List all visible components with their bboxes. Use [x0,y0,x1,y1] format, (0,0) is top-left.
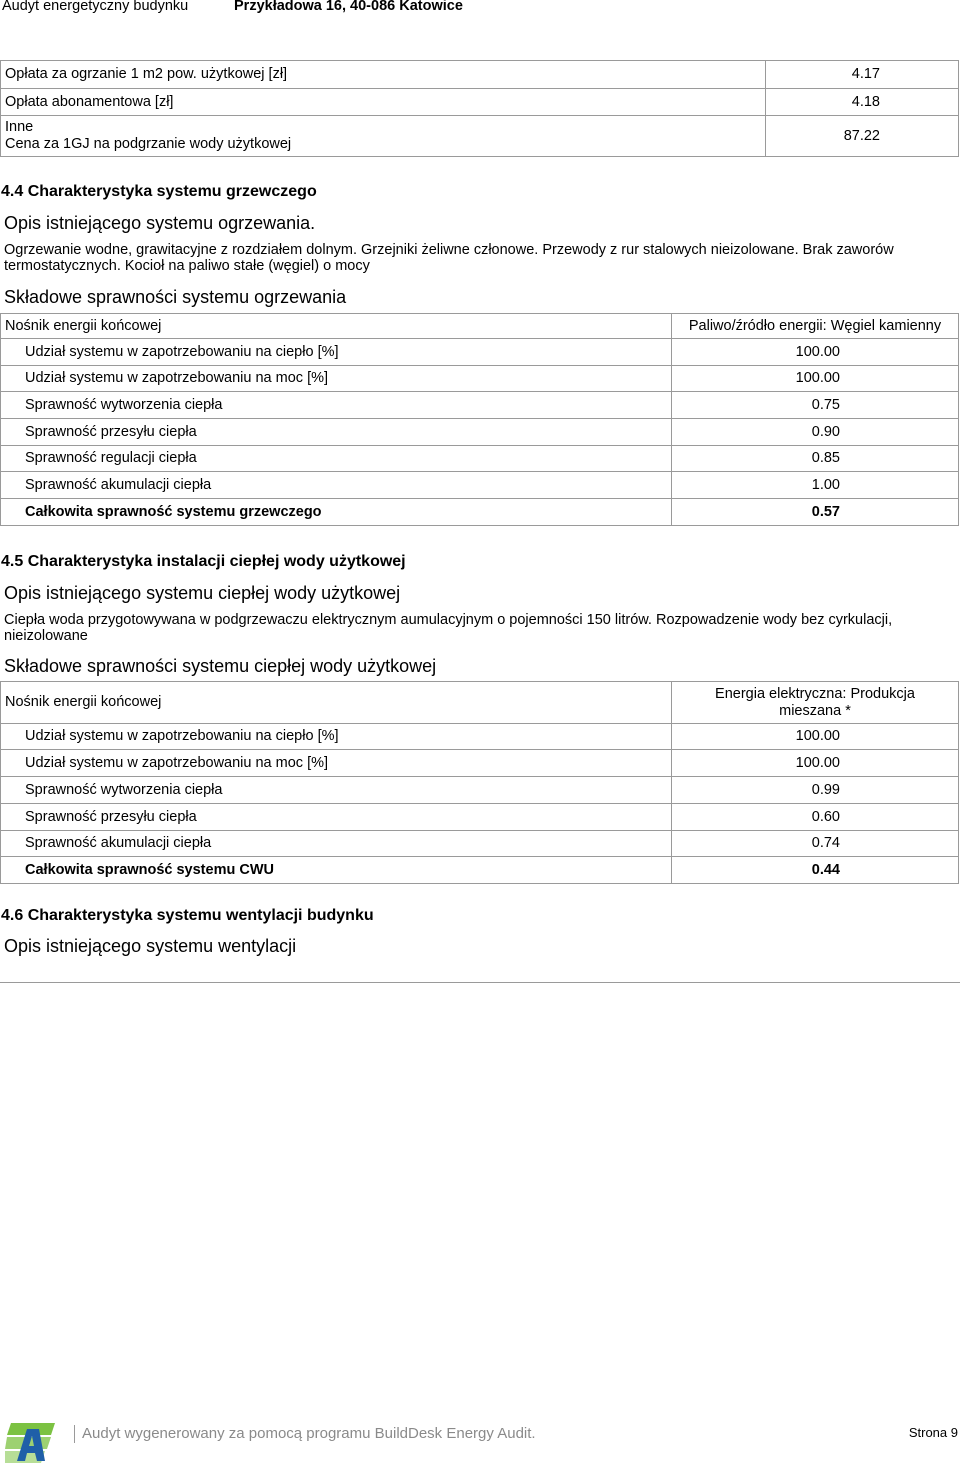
row-label: Sprawność przesyłu ciepła [1,804,672,831]
section-heading-ventilation: 4.6 Charakterystyka systemu wentylacji budynku [1,907,374,924]
total-value: 0.57 [672,499,959,526]
ventilation-description-heading: Opis istniejącego systemu wentylacji [4,936,297,956]
row-value: 100.00 [672,366,959,392]
fee-label [1,116,766,157]
heating-description: Ogrzewanie wodne, grawitacyjne z rozdziałem dolnym. Grzejniki żeliwne członowe. Przewody z rur stalowych nieizolowane. Brak zaworów termostatycznych. Kocioł na paliwo stałe (węgiel) o mocy [4,242,894,274]
table-row [1,392,959,419]
table-row [1,682,959,724]
row-value: 0.74 [672,831,959,857]
carrier-value [672,682,959,724]
row-label: Udział systemu w zapotrzebowaniu na moc [%] [1,366,672,392]
fee-value: 4.17 [766,61,959,89]
row-value: 100.00 [672,750,959,777]
carrier-value-line: Energia elektryczna: Produkcja [715,685,915,702]
table-row [1,857,959,884]
dhw-description-heading: Opis istniejącego systemu ciepłej wody użytkowej [4,583,401,603]
table-row [1,366,959,392]
dhw-components-heading: Składowe sprawności systemu ciepłej wody użytkowej [4,656,437,676]
section-heading-dhw: 4.5 Charakterystyka instalacji ciepłej wody użytkowej [1,553,406,570]
carrier-value-line: mieszana * [779,702,851,719]
table-row [1,472,959,499]
footer-text: Audyt wygenerowany za pomocą programu BuildDesk Energy Audit. [82,1425,536,1442]
fee-label: Opłata abonamentowa [zł] [1,89,766,116]
builddesk-logo-icon [5,1421,55,1463]
table-row [1,499,959,526]
heating-efficiency-table [0,313,959,526]
row-value: 0.60 [672,804,959,831]
divider [0,982,960,983]
fee-value: 4.18 [766,89,959,116]
row-label: Udział systemu w zapotrzebowaniu na ciepło [%] [1,724,672,750]
dhw-efficiency-table [0,681,959,884]
footer-separator [74,1425,75,1443]
fee-value: 87.22 [766,116,959,157]
fees-table [0,60,959,157]
row-value: 0.85 [672,446,959,472]
fee-label-line: Cena za 1GJ na podgrzanie wody użytkowej [5,136,292,152]
document-address: Przykładowa 16, 40-086 Katowice [234,0,463,14]
row-label: Sprawność wytworzenia ciepła [1,392,672,419]
row-value: 100.00 [672,339,959,366]
total-label: Całkowita sprawność systemu CWU [1,857,672,884]
row-label: Sprawność regulacji ciepła [1,446,672,472]
total-value: 0.44 [672,857,959,884]
page-header [0,0,960,20]
row-value: 1.00 [672,472,959,499]
table-row [1,419,959,446]
dhw-description: Ciepła woda przygotowywana w podgrzewaczu elektrycznym aumulacyjnym o pojemności 150 litrów. Rozpowadzenie wody bez cyrkulacji, nieizolowane [4,612,893,644]
table-row [1,777,959,804]
table-row [1,116,959,157]
table-row [1,339,959,366]
page-number: Strona 9 [908,1425,958,1440]
row-label: Udział systemu w zapotrzebowaniu na moc [%] [1,750,672,777]
heating-description-heading: Opis istniejącego systemu ogrzewania. [4,213,316,233]
row-label: Sprawność przesyłu ciepła [1,419,672,446]
table-row [1,804,959,831]
row-label: Sprawność akumulacji ciepła [1,472,672,499]
row-value: 0.90 [672,419,959,446]
fee-label-line: Inne [5,119,34,135]
heating-components-heading: Składowe sprawności systemu ogrzewania [4,287,347,307]
row-value: 0.99 [672,777,959,804]
table-row [1,831,959,857]
section-heading-heating: 4.4 Charakterystyka systemu grzewczego [1,183,317,200]
row-label: Sprawność akumulacji ciepła [1,831,672,857]
carrier-value: Paliwo/źródło energii: Węgiel kamienny [672,314,959,339]
table-row [1,724,959,750]
total-label: Całkowita sprawność systemu grzewczego [1,499,672,526]
table-row [1,89,959,116]
row-value: 0.75 [672,392,959,419]
fee-label: Opłata za ogrzanie 1 m2 pow. użytkowej [zł] [1,61,766,89]
document-title: Audyt energetyczny budynku [2,0,189,14]
table-row [1,750,959,777]
carrier-label: Nośnik energii końcowej [1,682,672,724]
row-label: Sprawność wytworzenia ciepła [1,777,672,804]
row-label: Udział systemu w zapotrzebowaniu na ciepło [%] [1,339,672,366]
table-row [1,446,959,472]
row-value: 100.00 [672,724,959,750]
table-row [1,314,959,339]
table-row [1,61,959,89]
carrier-label: Nośnik energii końcowej [1,314,672,339]
